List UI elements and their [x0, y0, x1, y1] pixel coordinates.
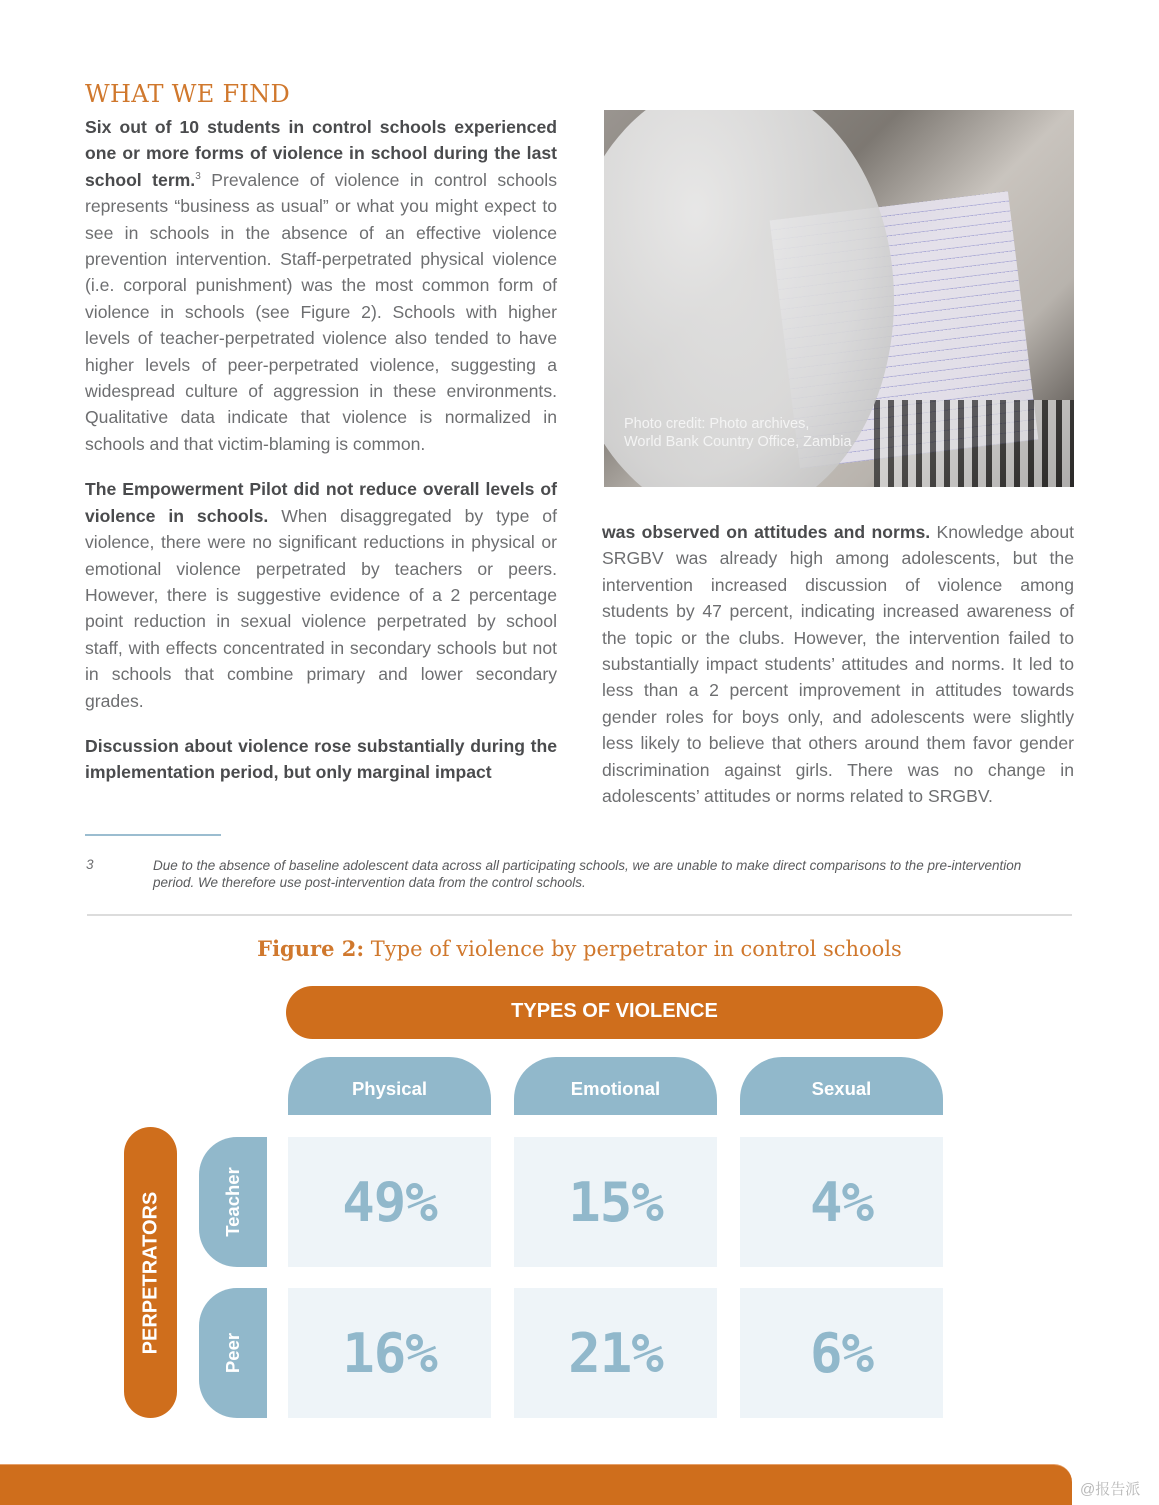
figure-label: Figure 2:	[257, 936, 365, 961]
column-header-physical: Physical	[288, 1057, 491, 1115]
cell-value: 6%	[809, 1321, 874, 1385]
footnote-number: 3	[86, 857, 94, 872]
footer-bar	[0, 1464, 1072, 1505]
paragraph	[85, 476, 557, 714]
row-label: Peer	[222, 1332, 243, 1374]
footnote-divider	[85, 834, 221, 836]
paragraph-lead: The Empowerment Pilot did not reduce overall levels of violence in schools.	[85, 479, 557, 526]
paragraph-body: Prevalence of violence in control schools represents “business as usual” or what you might expect to see in schools in the absence of an effective violence prevention intervention. Staff-perpetrated physical violence (i.e. corporal punishment) was the most common form of violence in schools (see Figure 2). Schools with higher levels of teacher-perpetrated violence also tended to have higher levels of peer-perpetrated violence, suggesting a widespread culture of aggression in these environments. Qualitative data indicate that violence is normalized in schools and that victim-blaming is common.	[85, 169, 558, 454]
paragraph-lead: was observed on attitudes and norms.	[602, 522, 931, 542]
footnote-ref[interactable]: 3	[195, 170, 201, 182]
cell-peer-emotional	[514, 1288, 717, 1418]
section-divider	[87, 914, 1072, 916]
cell-teacher-sexual	[740, 1137, 943, 1267]
paragraph	[602, 519, 1074, 809]
row-header-teacher	[199, 1137, 267, 1267]
cell-teacher-physical	[288, 1137, 491, 1267]
cell-value: 21%	[568, 1321, 663, 1385]
watermark: @报告派	[1080, 1481, 1141, 1498]
paragraph-lead: Discussion about violence rose substantially during the implementation period, but only marginal impact	[85, 735, 557, 783]
cell-value: 4%	[809, 1170, 874, 1234]
photo-credit-line: Photo credit: Photo archives,	[624, 416, 810, 432]
cell-value: 49%	[342, 1170, 437, 1234]
row-label: Teacher	[222, 1167, 243, 1237]
perpetrators-label: PERPETRATORS	[139, 1191, 161, 1354]
footnote-text: Due to the absence of baseline adolescent data across all participating schools, we are unable to make direct comparisons to the pre-intervention period. We therefore use post-intervention data from the control schools.	[153, 858, 1022, 890]
paragraph-lead: Six out of 10 students in control schools experienced one or more forms of violence in school during the last school term.	[85, 117, 557, 190]
paragraph	[85, 114, 557, 457]
column-header-sexual: Sexual	[740, 1057, 943, 1115]
plaid-skirt-graphic	[874, 400, 1074, 487]
paragraph	[85, 733, 557, 786]
column-header-emotional: Emotional	[514, 1057, 717, 1115]
section-heading: WHAT WE FIND	[85, 80, 291, 108]
cell-peer-sexual	[740, 1288, 943, 1418]
row-header-peer	[199, 1288, 267, 1418]
text-column-right	[602, 519, 1074, 828]
types-of-violence-header: TYPES OF VIOLENCE	[286, 986, 943, 1039]
photo-credit-line: World Bank Country Office, Zambia	[624, 434, 852, 450]
paragraph-body: Knowledge about SRGBV was already high among adolescents, but the intervention increased discussion of violence among students by 47 percent, indicating increased awareness of the topic or the clubs. However, the intervention failed to substantially impact students’ attitudes and norms. It led to less than a 2 percent improvement in attitudes towards gender roles for boys only, and adolescents were slightly less likely to believe that others around them favor gender discrimination against girls. There was no change in adolescents’ attitudes or norms related to SRGBV.	[602, 522, 1074, 807]
cell-value: 15%	[568, 1170, 663, 1234]
student-writing-photo	[604, 110, 1074, 487]
cell-peer-physical	[288, 1288, 491, 1418]
photo-credit	[624, 415, 852, 451]
cell-teacher-emotional	[514, 1137, 717, 1267]
figure-caption: Type of violence by perpetrator in control schools	[364, 937, 902, 961]
cell-value: 16%	[342, 1321, 437, 1385]
paragraph-body: When disaggregated by type of violence, there were no significant reductions in physical or emotional violence perpetrated by teachers or peers. However, there is suggestive evidence of a 2 percentage point reduction in sexual violence perpetrated by school staff, with effects concentrated in secondary schools but not in schools that combine primary and lower secondary grades.	[85, 505, 557, 711]
text-column-left	[85, 114, 557, 805]
figure-title	[0, 936, 1159, 961]
perpetrators-header	[124, 1127, 177, 1418]
